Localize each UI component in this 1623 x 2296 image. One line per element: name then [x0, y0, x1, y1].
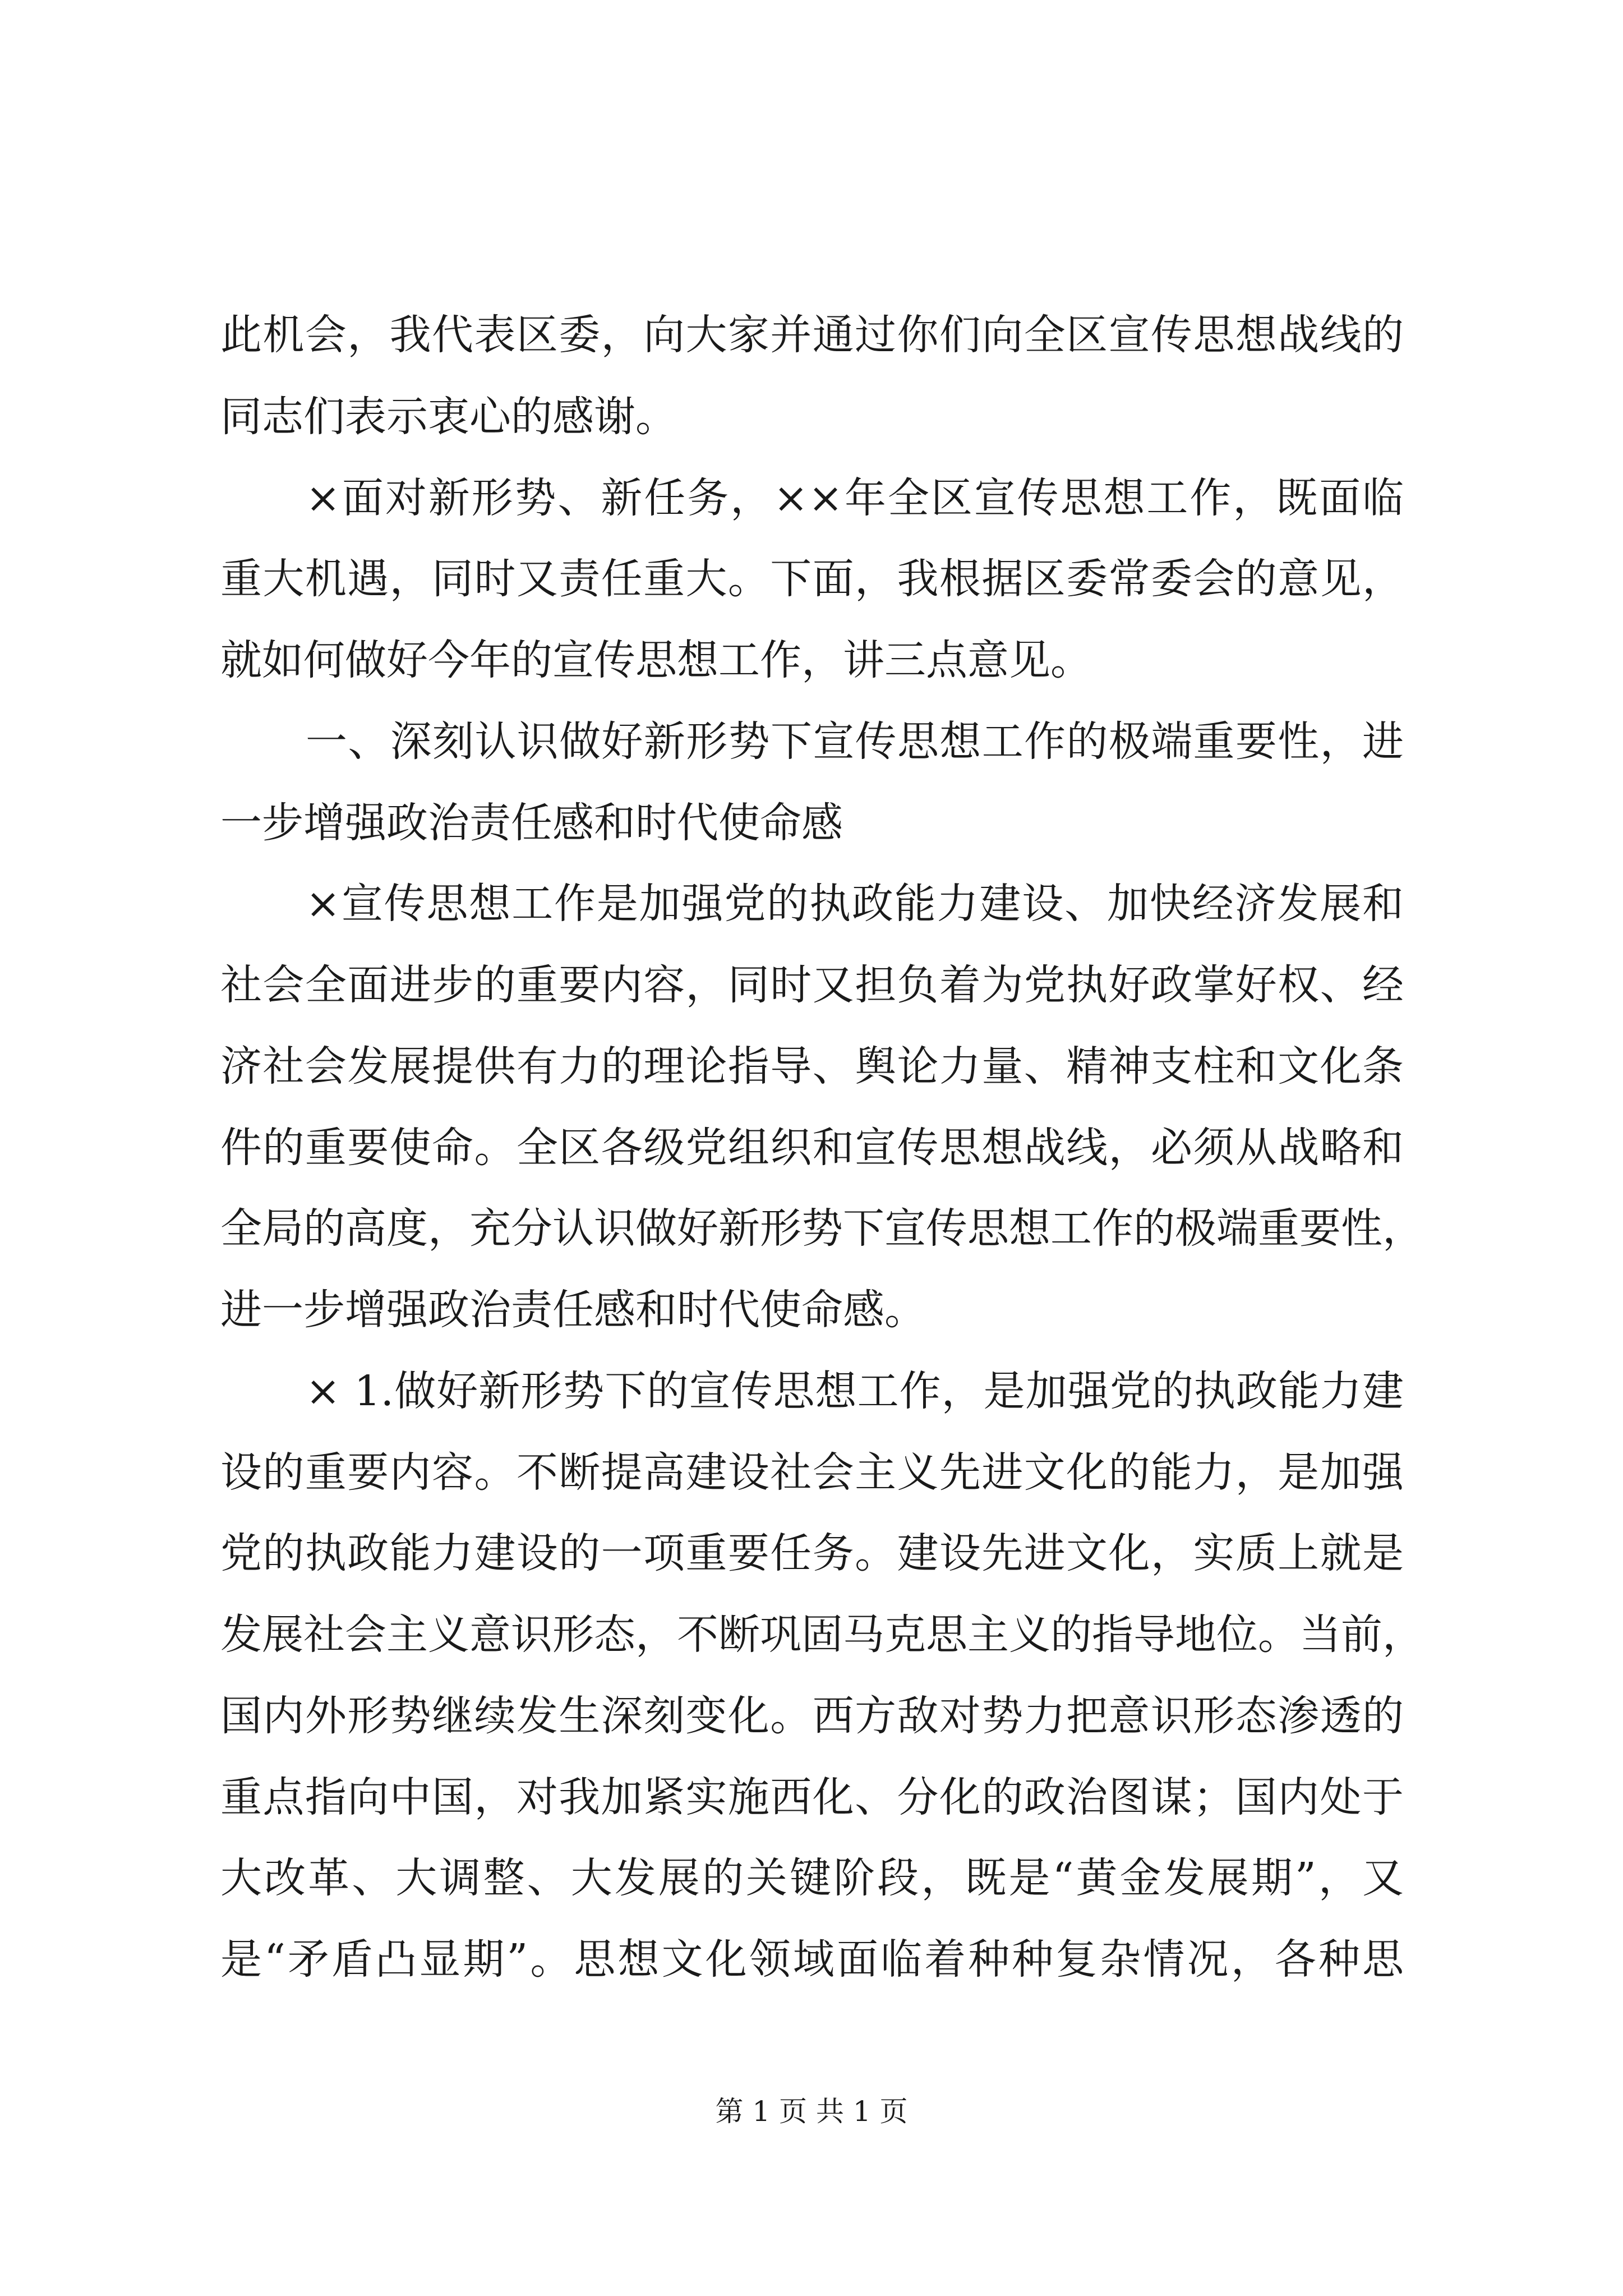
text-line: 重大机遇，同时又责任重大。下面，我根据区委常委会的意见，	[220, 555, 1404, 603]
section-heading: 一、深刻认识做好新形势下宣传思想工作的极端重要性，进	[306, 717, 1404, 766]
text-line: ×宣传思想工作是加强党的执政能力建设、加快经济发展和	[306, 880, 1404, 928]
text-line: 件的重要使命。全区各级党组织和宣传思想战线，必须从战略和	[220, 1124, 1404, 1172]
text-line: 社会全面进步的重要内容，同时又担负着为党执好政掌好权、经	[220, 961, 1404, 1009]
text-line: 是“矛盾凸显期”。思想文化领域面临着种种复杂情况，各种思	[220, 1935, 1404, 1984]
text-line: 就如何做好今年的宣传思想工作，讲三点意见。	[220, 636, 1092, 684]
text-line: 党的执政能力建设的一项重要任务。建设先进文化，实质上就是	[220, 1529, 1404, 1577]
text-line: 全局的高度，充分认识做好新形势下宣传思想工作的极端重要性，	[220, 1204, 1424, 1253]
text-line: 发展社会主义意识形态，不断巩固马克思主义的指导地位。当前，	[220, 1611, 1424, 1659]
text-line: 重点指向中国，对我加紧实施西化、分化的政治图谋；国内处于	[220, 1773, 1404, 1821]
text-line: 此机会，我代表区委，向大家并通过你们向全区宣传思想战线的	[220, 311, 1404, 359]
text-line: 济社会发展提供有力的理论指导、舆论力量、精神支柱和文化条	[220, 1042, 1404, 1091]
text-line: ×面对新形势、新任务，××年全区宣传思想工作，既面临	[306, 474, 1404, 522]
page-number-footer: 第 1 页 共 1 页	[715, 2095, 908, 2128]
section-heading: 一步增强政治责任感和时代使命感	[220, 799, 843, 847]
text-line: 设的重要内容。不断提高建设社会主义先进文化的能力，是加强	[220, 1448, 1404, 1497]
text-line: 国内外形势继续发生深刻变化。西方敌对势力把意识形态渗透的	[220, 1692, 1404, 1740]
text-line: × 1.做好新形势下的宣传思想工作，是加强党的执政能力建	[306, 1367, 1404, 1415]
text-line: 大改革、大调整、大发展的关键阶段，既是“黄金发展期”，又	[220, 1854, 1404, 1902]
text-line: 同志们表示衷心的感谢。	[220, 393, 677, 441]
text-line: 进一步增强政治责任感和时代使命感。	[220, 1286, 926, 1334]
